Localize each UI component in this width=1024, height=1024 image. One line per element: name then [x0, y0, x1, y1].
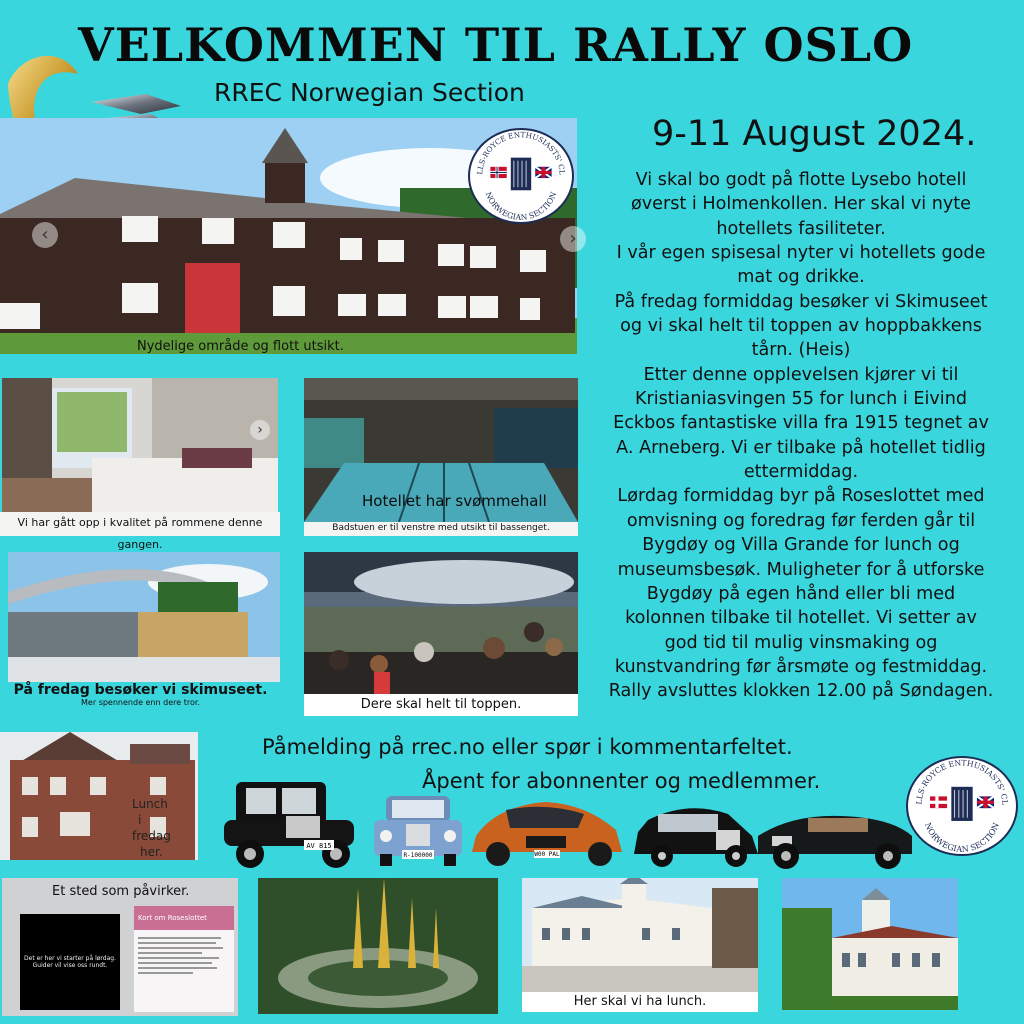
description-line: Kristianiasvingen 55 for lunch i Eivind [634, 389, 968, 410]
description-line: god tid til mulig vinsmaking og [664, 632, 938, 653]
ski-museum-subtitle: Mer spennende enn dere tror. [81, 698, 200, 707]
car-silver-cloud [628, 800, 764, 872]
pool-caption-overlay: Hotellet har svømmehall [362, 492, 547, 510]
carousel-next-button[interactable]: › [560, 226, 586, 252]
description-line: hotellets fasiliteter. [716, 218, 886, 239]
svg-text:R-100000: R-100000 [403, 852, 433, 859]
svg-text:W00 PAL: W00 PAL [534, 851, 560, 858]
plate-1: AV 815 [306, 842, 332, 850]
page-subtitle: RREC Norwegian Section [214, 78, 525, 107]
page-title: VELKOMMEN TIL RALLY OSLO [78, 18, 914, 72]
description-line: Lørdag formiddag byr på Roseslottet med [617, 486, 985, 507]
roseslottet-card-heading: Et sted som påvirker. [52, 884, 190, 899]
room-next-button[interactable]: › [250, 420, 270, 440]
event-description [585, 168, 1017, 704]
description-line: kunstvandring før årsmøte og festmiddag. [614, 656, 988, 677]
description-line: øverst i Holmenkollen. Her skal vi nyte [631, 194, 971, 215]
villa-caption: Lunch i fredag her. [132, 797, 171, 859]
description-line: Bygdøy og Villa Grande for lunch og [642, 535, 960, 556]
description-line: Eckbos fantastiske villa fra 1915 tegnet av [613, 413, 989, 434]
description-line: Bygdøy på egen hånd eller bli med [646, 583, 956, 604]
description-line: A. Arneberg. Vi er tilbake på hotellet tidlig [616, 437, 986, 458]
tower-view-photo [304, 552, 578, 694]
car-bentley-orange [466, 796, 628, 868]
lunch-venue-caption: Her skal vi ha lunch. [522, 992, 758, 1012]
description-line: ettermiddag. [743, 462, 859, 483]
description-line: kolonnen tilbake til hotellet. Vi setter av [625, 608, 977, 629]
event-date: 9-11 August 2024. [652, 114, 977, 154]
roseslottet-info-panel [134, 906, 234, 1012]
car-convertible [752, 796, 918, 872]
description-line: Vi skal bo godt på flotte Lysebo hotell [635, 170, 967, 190]
room-photo [2, 378, 278, 512]
description-line: og vi skal helt til toppen av hoppbakkens [620, 316, 982, 337]
membership-line: Åpent for abonnenter og medlemmer. [422, 769, 821, 793]
registration-line: Påmelding på rrec.no eller spør i kommentarfeltet. [262, 735, 793, 759]
pool-caption: Badstuen er til venstre med utsikt til bassenget. [304, 522, 578, 536]
description-line: Rally avsluttes klokken 12.00 på Søndagen. [608, 681, 994, 702]
roseslottet-info-title: Kort om Roseslottet [134, 906, 234, 930]
roseslottet-video[interactable]: Det er her vi starter på lørdag. Guider vil vise oss rundt. [20, 914, 120, 1010]
roseslottet-info-text [134, 930, 234, 981]
car-silver-shadow [372, 792, 464, 868]
ski-museum-photo [8, 552, 280, 682]
description-line: mat og drikke. [737, 267, 865, 288]
ski-museum-title: På fredag besøker vi skimuseet. [13, 682, 268, 698]
description-line: På fredag formiddag besøker vi Skimuseet [614, 291, 988, 312]
room-caption: Vi har gått opp i kvalitet på rommene denne gangen. [0, 512, 280, 536]
club-logo-bottom [906, 756, 1018, 856]
tower-view-caption: Dere skal helt til toppen. [304, 694, 578, 716]
description-line: museumsbesøk. Muligheter for å utforske [617, 559, 985, 580]
ski-museum-caption [0, 682, 281, 712]
description-line: tårn. (Heis) [751, 340, 851, 361]
hotel-caption: Nydelige område og flott utsikt. [137, 339, 344, 354]
lunch-venue-photo [522, 878, 758, 992]
description-line: Etter denne opplevelsen kjører vi til [643, 364, 959, 385]
svg-text:ROLLS-ROYCE ENTHUSIASTS' CLUB: LLS-ROYCE ENTHUSIASTS' CL [475, 130, 567, 175]
roseslottet-card [2, 878, 238, 1016]
description-line: I vår egen spisesal nyter vi hotellets gode [616, 243, 986, 264]
club-logo [468, 128, 574, 224]
car-phantom [216, 778, 362, 870]
svg-text:NORWEGIAN SECTION: NORWEGIAN SECTION [923, 821, 1001, 854]
registration-info [262, 730, 942, 798]
carousel-prev-button[interactable]: ‹ [32, 222, 58, 248]
description-line: omvisning og foredrag før ferden går til [626, 510, 976, 531]
svg-text:ROLLS-ROYCE ENTHUSIASTS' CLUB: LLS-ROYCE ENTHUSIASTS' CL [914, 758, 1010, 805]
svg-text:NORWEGIAN SECTION: NORWEGIAN SECTION [483, 190, 559, 222]
roseslottet-aerial-photo [258, 878, 498, 1014]
villa-grande-photo [782, 878, 958, 1010]
